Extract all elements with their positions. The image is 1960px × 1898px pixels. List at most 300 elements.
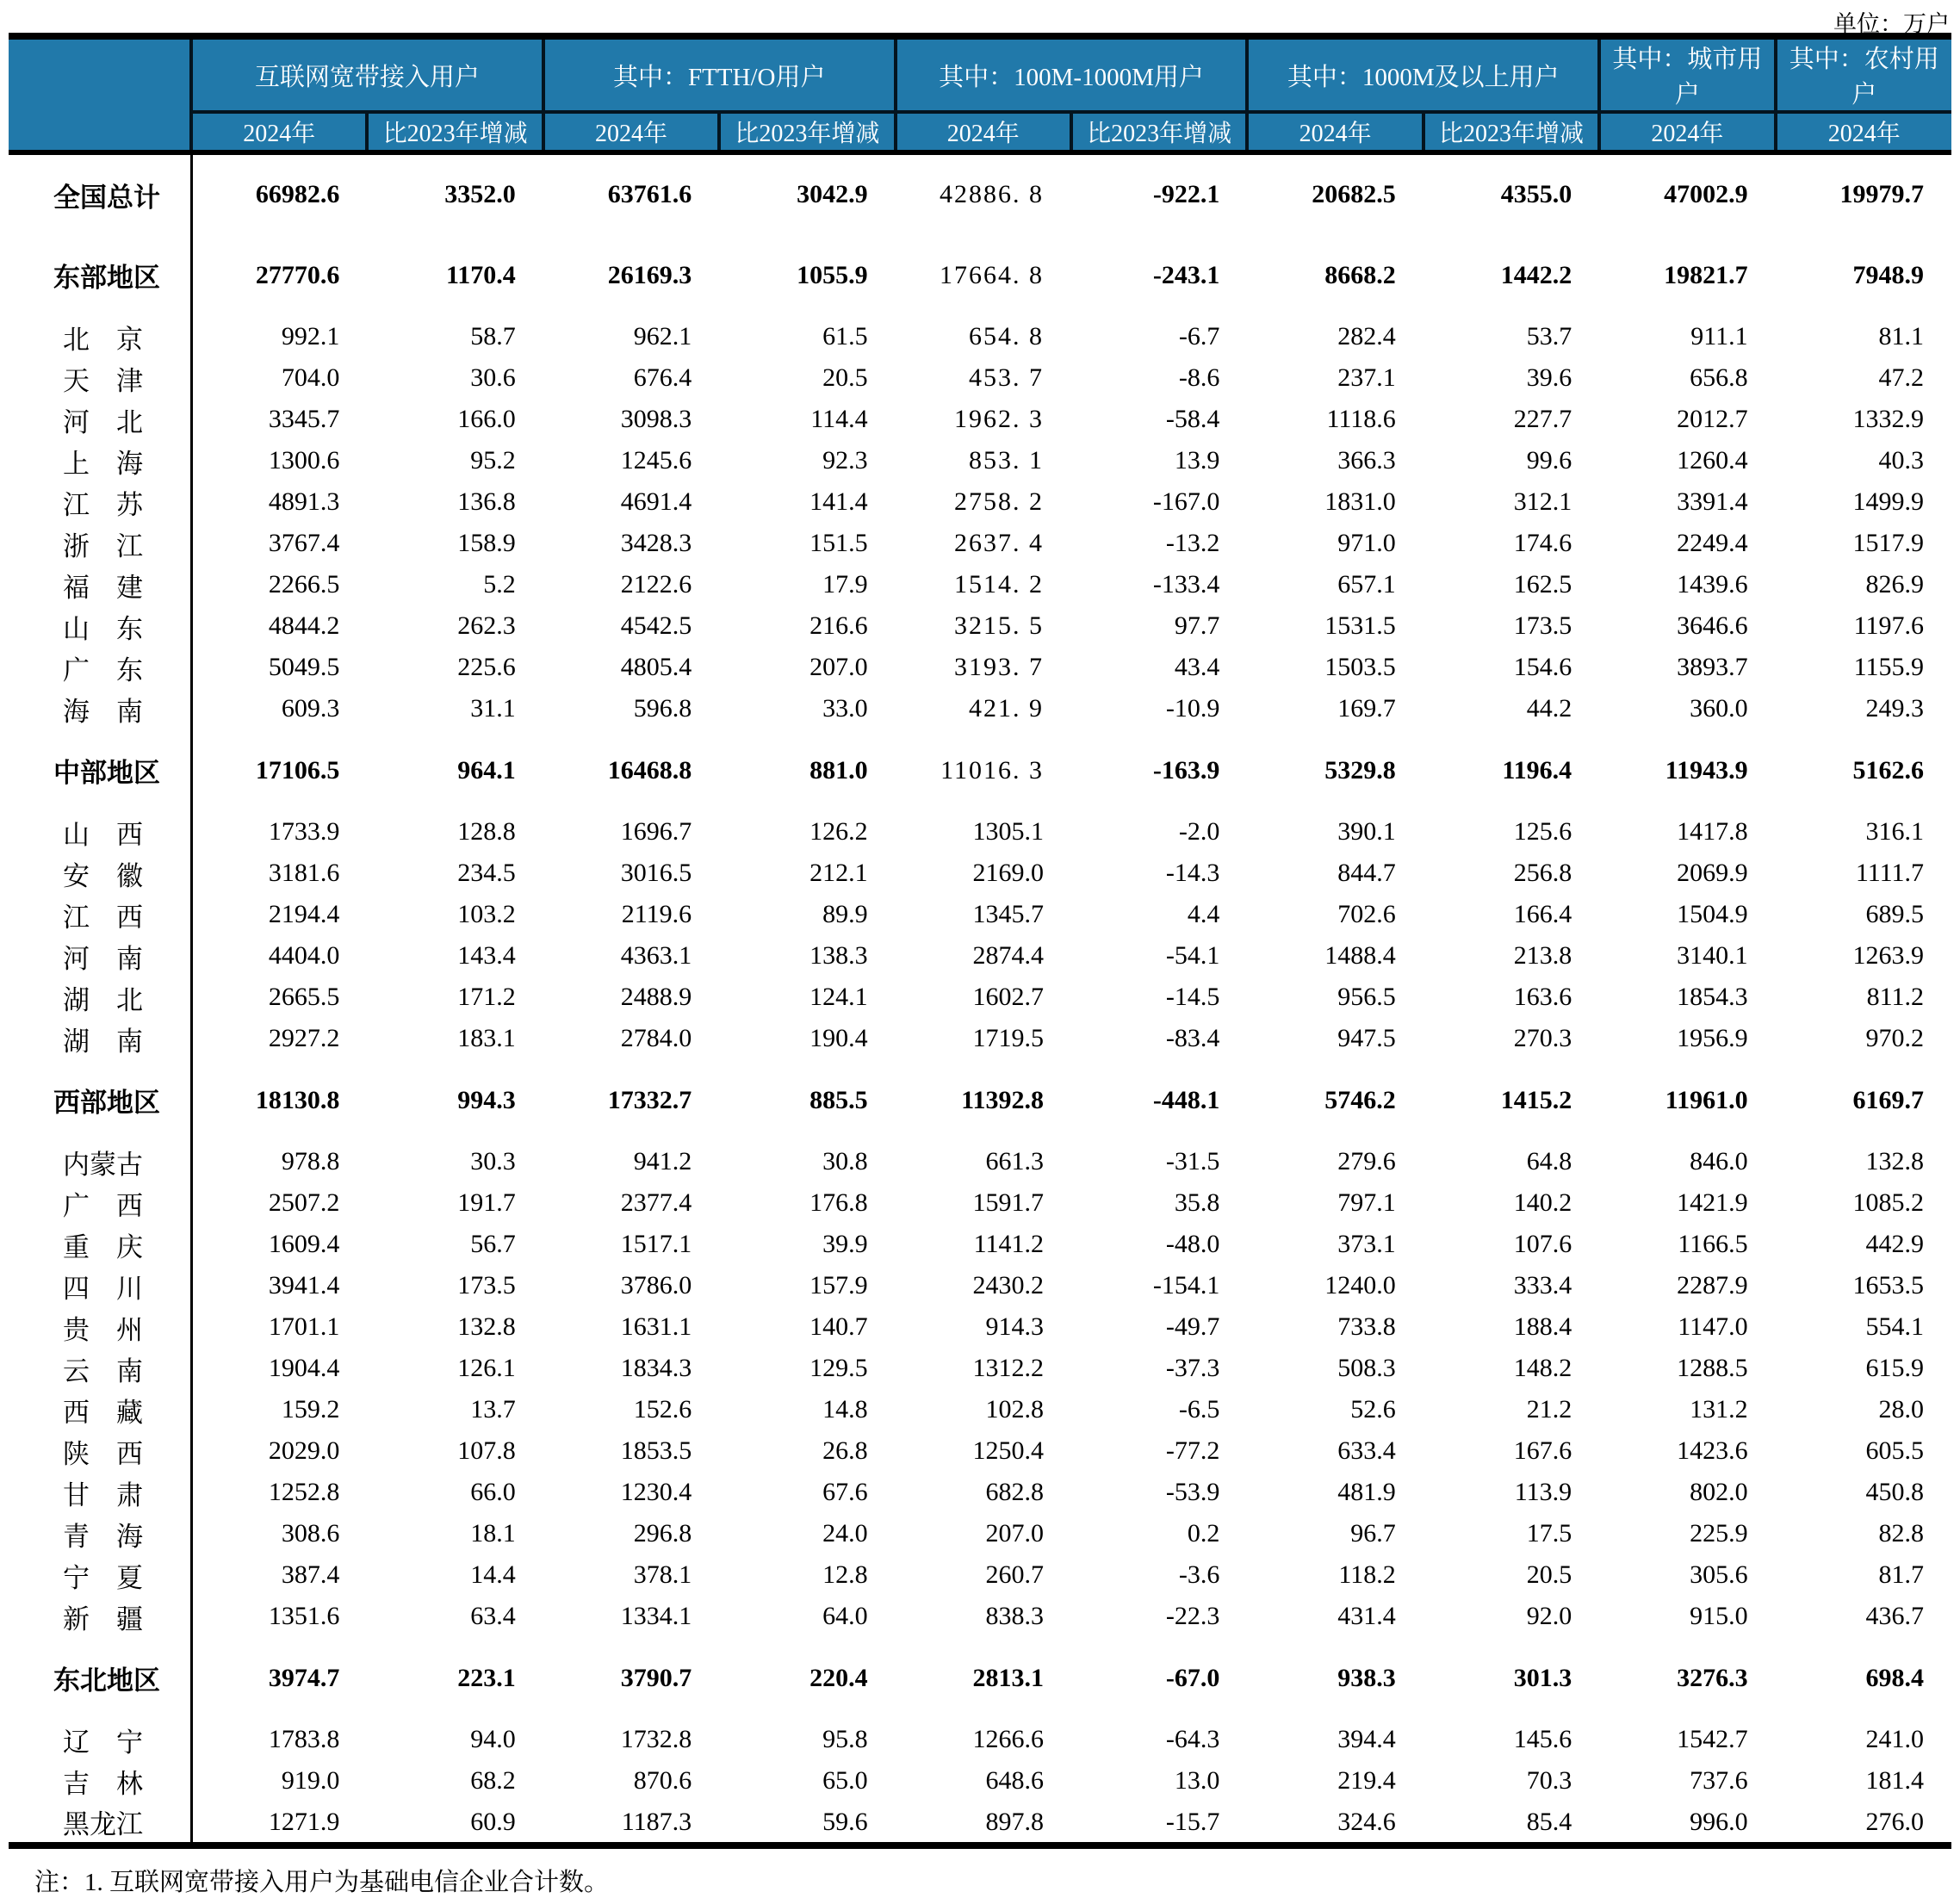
value-cell: 67.6 (822, 1478, 868, 1506)
value-cell: 1733.9 (268, 817, 340, 846)
value-cell: -13.2 (1165, 529, 1220, 557)
table-row (9, 1265, 1951, 1306)
value-cell: 1831.0 (1324, 487, 1396, 516)
value-cell: 1141.2 (973, 1230, 1044, 1258)
value-cell: 1517.9 (1852, 529, 1924, 557)
table-row (9, 1472, 1951, 1513)
value-cell: 188.4 (1513, 1312, 1572, 1341)
value-cell: 919.0 (281, 1766, 340, 1795)
value-cell: -15.7 (1165, 1807, 1220, 1836)
value-cell: -67.0 (1165, 1663, 1220, 1692)
value-cell: 5049.5 (268, 653, 340, 681)
value-cell: 3941.4 (268, 1271, 340, 1299)
value-cell: 1701.1 (268, 1312, 340, 1341)
region-label: 海 南 (9, 688, 191, 729)
value-cell: 676.4 (633, 363, 692, 392)
value-cell: 2029.0 (268, 1436, 340, 1465)
table-row (9, 440, 1951, 481)
value-cell: -14.5 (1165, 983, 1220, 1011)
value-cell: 1166.5 (1678, 1230, 1748, 1258)
value-cell: 373.1 (1337, 1230, 1396, 1258)
table-header (9, 36, 1951, 152)
value-cell: 173.5 (457, 1271, 516, 1299)
region-label: 湖 北 (9, 977, 191, 1018)
value-cell: 733.8 (1337, 1312, 1396, 1341)
value-cell: -154.1 (1152, 1271, 1220, 1299)
value-cell: 682.8 (985, 1478, 1044, 1506)
value-cell: 24.0 (822, 1519, 868, 1548)
value-cell: 1230.4 (620, 1478, 692, 1506)
region-label: 内蒙古 (9, 1141, 191, 1182)
value-cell: 1305.1 (972, 817, 1044, 846)
value-cell: 4691.4 (620, 487, 692, 516)
value-cell: 970.2 (1865, 1024, 1924, 1052)
value-cell: 615.9 (1865, 1354, 1924, 1382)
value-cell: 971.0 (1337, 529, 1396, 557)
column-group-header: 其中：100M-1000M用户 (896, 36, 1248, 112)
value-cell: 870.6 (633, 1766, 692, 1795)
value-cell: 1609.4 (268, 1230, 340, 1258)
value-cell: 2119.6 (621, 900, 692, 928)
value-cell: 124.1 (809, 983, 868, 1011)
value-cell: 13.0 (1174, 1766, 1220, 1795)
value-cell: 131.2 (1690, 1395, 1748, 1424)
value-cell: 1415.2 (1500, 1085, 1572, 1114)
value-cell: 11016. 3 (940, 755, 1044, 785)
region-label: 陕 西 (9, 1430, 191, 1472)
value-cell: 64.0 (822, 1602, 868, 1630)
value-cell: 225.6 (457, 653, 516, 681)
value-cell: 1602.7 (972, 983, 1044, 1011)
value-cell: 219.4 (1337, 1766, 1396, 1795)
value-cell: 212.1 (809, 859, 868, 887)
table-row (9, 688, 1951, 729)
value-cell: 30.3 (470, 1147, 516, 1175)
value-cell: 1147.0 (1678, 1312, 1748, 1341)
value-cell: 2488.9 (620, 983, 692, 1011)
value-cell: 43.4 (1174, 653, 1220, 681)
value-cell: 158.9 (457, 529, 516, 557)
value-cell: 17.9 (822, 570, 868, 599)
table-corner-cell (9, 36, 191, 152)
value-cell: 1488.4 (1324, 941, 1396, 970)
value-cell: 14.4 (470, 1560, 516, 1589)
value-cell: 118.2 (1338, 1560, 1396, 1589)
value-cell: 1719.5 (972, 1024, 1044, 1052)
value-cell: 20682.5 (1312, 180, 1396, 208)
table-row (9, 234, 1951, 316)
value-cell: -448.1 (1152, 1085, 1220, 1114)
value-cell: -64.3 (1165, 1725, 1220, 1753)
value-cell: -167.0 (1152, 487, 1220, 516)
value-cell: 978.8 (281, 1147, 340, 1175)
value-cell: 70.3 (1526, 1766, 1572, 1795)
table-row (9, 1182, 1951, 1224)
value-cell: 305.6 (1690, 1560, 1748, 1589)
value-cell: 126.2 (809, 817, 868, 846)
value-cell: 270.3 (1513, 1024, 1572, 1052)
value-cell: 737.6 (1690, 1766, 1748, 1795)
value-cell: 453. 7 (968, 363, 1044, 392)
value-cell: 6169.7 (1852, 1085, 1924, 1114)
value-cell: -31.5 (1165, 1147, 1220, 1175)
value-cell: -53.9 (1165, 1478, 1220, 1506)
value-cell: 140.2 (1513, 1188, 1572, 1217)
value-cell: 4355.0 (1500, 180, 1572, 208)
value-cell: 94.0 (470, 1725, 516, 1753)
value-cell: 3193. 7 (953, 653, 1044, 681)
value-cell: 256.8 (1513, 859, 1572, 887)
broadband-users-table (9, 33, 1951, 1849)
region-label: 新 疆 (9, 1596, 191, 1637)
value-cell: 3215. 5 (953, 611, 1044, 640)
value-cell: 152.6 (633, 1395, 692, 1424)
value-cell: 1197.6 (1853, 611, 1924, 640)
table-row (9, 481, 1951, 523)
value-cell: 63.4 (470, 1602, 516, 1630)
value-cell: 436.7 (1865, 1602, 1924, 1630)
value-cell: 442.9 (1865, 1230, 1924, 1258)
value-cell: 53.7 (1526, 322, 1572, 350)
value-cell: 1170.4 (445, 260, 516, 289)
value-cell: 1531.5 (1324, 611, 1396, 640)
value-cell: 1187.3 (621, 1807, 692, 1836)
column-subheader: 2024年 (896, 112, 1071, 152)
value-cell: 661.3 (985, 1147, 1044, 1175)
value-cell: 1196.4 (1502, 755, 1572, 785)
value-cell: 276.0 (1865, 1807, 1924, 1836)
region-label: 东北地区 (9, 1637, 191, 1719)
value-cell: 59.6 (822, 1807, 868, 1836)
value-cell: 2194.4 (268, 900, 340, 928)
table-row (9, 853, 1951, 894)
value-cell: 96.7 (1350, 1519, 1396, 1548)
value-cell: 938.3 (1337, 1663, 1396, 1692)
value-cell: 1345.7 (972, 900, 1044, 928)
value-cell: 3646.6 (1677, 611, 1748, 640)
value-cell: 125.6 (1513, 817, 1572, 846)
value-cell: 1300.6 (268, 446, 340, 474)
value-cell: 333.4 (1513, 1271, 1572, 1299)
value-cell: 176.8 (809, 1188, 868, 1217)
value-cell: 962.1 (633, 322, 692, 350)
value-cell: -54.1 (1165, 941, 1220, 970)
value-cell: 30.8 (822, 1147, 868, 1175)
value-cell: 1423.6 (1677, 1436, 1748, 1465)
value-cell: -37.3 (1165, 1354, 1220, 1382)
value-cell: 844.7 (1337, 859, 1396, 887)
value-cell: 1503.5 (1324, 653, 1396, 681)
value-cell: 1696.7 (620, 817, 692, 846)
value-cell: 1118.6 (1326, 405, 1396, 433)
region-label: 浙 江 (9, 523, 191, 564)
value-cell: 141.4 (809, 487, 868, 516)
value-cell: 2758. 2 (953, 487, 1044, 516)
value-cell: 596.8 (633, 694, 692, 723)
value-cell: 17106.5 (255, 755, 340, 785)
value-cell: 3042.9 (797, 180, 868, 208)
value-cell: 68.2 (470, 1766, 516, 1795)
value-cell: 173.5 (1513, 611, 1572, 640)
value-cell: 2784.0 (620, 1024, 692, 1052)
column-group-header: 其中：FTTH/O用户 (543, 36, 896, 112)
value-cell: 3790.7 (620, 1663, 692, 1692)
value-cell: 1260.4 (1677, 446, 1748, 474)
value-cell: 2069.9 (1677, 859, 1748, 887)
value-cell: 26169.3 (607, 260, 692, 289)
value-cell: 3893.7 (1677, 653, 1748, 681)
footnote: 注：1. 互联网宽带接入用户为基础电信企业合计数。 (34, 1869, 610, 1896)
value-cell: 704.0 (281, 363, 340, 392)
value-cell: 44.2 (1526, 694, 1572, 723)
column-subheader: 2024年 (543, 112, 719, 152)
column-subheader: 比2023年增减 (1071, 112, 1247, 152)
value-cell: 2169.0 (972, 859, 1044, 887)
unit-label: 单位：万户 (1833, 11, 1950, 37)
value-cell: 114.4 (810, 405, 868, 433)
value-cell: 13.9 (1174, 446, 1220, 474)
region-label: 全国总计 (9, 152, 191, 234)
value-cell: 82.8 (1878, 1519, 1924, 1548)
value-cell: 366.3 (1337, 446, 1396, 474)
table-row (9, 1224, 1951, 1265)
value-cell: 5162.6 (1852, 755, 1924, 785)
value-cell: 301.3 (1513, 1663, 1572, 1692)
column-subheader: 比2023年增减 (1423, 112, 1599, 152)
value-cell: 61.5 (822, 322, 868, 350)
value-cell: 12.8 (822, 1560, 868, 1589)
value-cell: 3276.3 (1677, 1663, 1748, 1692)
value-cell: 282.4 (1337, 322, 1396, 350)
value-cell: -49.7 (1165, 1312, 1220, 1341)
region-label: 辽 宁 (9, 1719, 191, 1760)
value-cell: -6.7 (1178, 322, 1220, 350)
value-cell: 20.5 (1526, 1560, 1572, 1589)
column-subheader: 2024年 (191, 112, 367, 152)
value-cell: -243.1 (1152, 260, 1220, 289)
table-row (9, 1430, 1951, 1472)
value-cell: 85.4 (1526, 1807, 1572, 1836)
value-cell: 1250.4 (972, 1436, 1044, 1465)
value-cell: 140.7 (809, 1312, 868, 1341)
value-cell: 128.8 (457, 817, 516, 846)
value-cell: 26.8 (822, 1436, 868, 1465)
value-cell: 1962. 3 (953, 405, 1044, 433)
value-cell: 885.5 (809, 1085, 868, 1114)
value-cell: 1514. 2 (953, 570, 1044, 599)
value-cell: 16468.8 (607, 755, 692, 785)
value-cell: 157.9 (809, 1271, 868, 1299)
value-cell: 554.1 (1865, 1312, 1924, 1341)
value-cell: 63761.6 (607, 180, 692, 208)
value-cell: 2266.5 (268, 570, 340, 599)
value-cell: 33.0 (822, 694, 868, 723)
value-cell: 3098.3 (620, 405, 692, 433)
table-row (9, 605, 1951, 647)
value-cell: 702.6 (1337, 900, 1396, 928)
value-cell: 171.2 (457, 983, 516, 1011)
value-cell: 166.4 (1513, 900, 1572, 928)
value-cell: 914.3 (985, 1312, 1044, 1341)
region-label: 江 苏 (9, 481, 191, 523)
region-label: 广 东 (9, 647, 191, 688)
value-cell: -163.9 (1152, 755, 1220, 785)
value-cell: 190.4 (809, 1024, 868, 1052)
value-cell: 181.4 (1865, 1766, 1924, 1795)
value-cell: 7948.9 (1852, 260, 1924, 289)
value-cell: 2874.4 (972, 941, 1044, 970)
value-cell: 89.9 (822, 900, 868, 928)
region-label: 贵 州 (9, 1306, 191, 1348)
value-cell: 797.1 (1337, 1188, 1396, 1217)
value-cell: 3428.3 (620, 529, 692, 557)
value-cell: 1271.9 (268, 1807, 340, 1836)
column-subheader: 2024年 (1599, 112, 1775, 152)
value-cell: 225.9 (1690, 1519, 1748, 1548)
value-cell: 13.7 (470, 1395, 516, 1424)
column-group-header: 其中：1000M及以上用户 (1247, 36, 1599, 112)
value-cell: 52.6 (1350, 1395, 1396, 1424)
region-label: 中部地区 (9, 729, 191, 811)
value-cell: 95.8 (822, 1725, 868, 1753)
value-cell: 27770.6 (255, 260, 340, 289)
value-cell: 237.1 (1337, 363, 1396, 392)
table-row (9, 977, 1951, 1018)
table-row (9, 1760, 1951, 1802)
value-cell: 1332.9 (1852, 405, 1924, 433)
value-cell: -6.5 (1178, 1395, 1220, 1424)
value-cell: 360.0 (1690, 694, 1748, 723)
value-cell: 3016.5 (620, 859, 692, 887)
value-cell: 191.7 (457, 1188, 516, 1217)
value-cell: 994.3 (457, 1085, 516, 1114)
value-cell: 65.0 (822, 1766, 868, 1795)
value-cell: 481.9 (1337, 1478, 1396, 1506)
value-cell: 126.1 (457, 1354, 516, 1382)
value-cell: 1439.6 (1677, 570, 1748, 599)
table-row (9, 316, 1951, 357)
value-cell: 656.8 (1690, 363, 1748, 392)
region-label: 重 庆 (9, 1224, 191, 1265)
value-cell: -58.4 (1165, 405, 1220, 433)
value-cell: 609.3 (281, 694, 340, 723)
value-cell: 1834.3 (620, 1354, 692, 1382)
value-cell: 207.0 (809, 653, 868, 681)
value-cell: -83.4 (1165, 1024, 1220, 1052)
value-cell: 1542.7 (1677, 1725, 1748, 1753)
value-cell: 166.0 (457, 405, 516, 433)
value-cell: 964.1 (457, 755, 516, 785)
value-cell: 4.4 (1187, 900, 1220, 928)
value-cell: 1504.9 (1677, 900, 1748, 928)
value-cell: 1351.6 (268, 1602, 340, 1630)
value-cell: -133.4 (1152, 570, 1220, 599)
table-row (9, 647, 1951, 688)
table-row (9, 729, 1951, 811)
value-cell: 1334.1 (620, 1602, 692, 1630)
value-cell: 103.2 (457, 900, 516, 928)
value-cell: 316.1 (1865, 817, 1924, 846)
value-cell: 31.1 (470, 694, 516, 723)
value-cell: 1111.7 (1855, 859, 1924, 887)
value-cell: 1240.0 (1324, 1271, 1396, 1299)
column-group-header: 其中：城市用户 (1599, 36, 1775, 112)
value-cell: 162.5 (1513, 570, 1572, 599)
table-row (9, 357, 1951, 399)
value-cell: 18.1 (470, 1519, 516, 1548)
value-cell: 107.6 (1513, 1230, 1572, 1258)
table-body (9, 152, 1951, 1845)
value-cell: 95.2 (470, 446, 516, 474)
value-cell: 1904.4 (268, 1354, 340, 1382)
value-cell: 18130.8 (255, 1085, 340, 1114)
value-cell: 260.7 (985, 1560, 1044, 1589)
region-label: 东部地区 (9, 234, 191, 316)
table-row (9, 1637, 1951, 1719)
value-cell: 132.8 (1865, 1147, 1924, 1175)
region-label: 吉 林 (9, 1760, 191, 1802)
region-label: 河 北 (9, 399, 191, 440)
value-cell: 39.9 (822, 1230, 868, 1258)
column-group-header: 其中：农村用户 (1776, 36, 1951, 112)
value-cell: 911.1 (1690, 322, 1748, 350)
value-cell: 1417.8 (1677, 817, 1748, 846)
value-cell: 1653.5 (1852, 1271, 1924, 1299)
value-cell: 3767.4 (268, 529, 340, 557)
table-row (9, 1389, 1951, 1430)
value-cell: 4891.3 (268, 487, 340, 516)
value-cell: 92.0 (1526, 1602, 1572, 1630)
value-cell: 143.4 (457, 941, 516, 970)
value-cell: 227.7 (1513, 405, 1572, 433)
value-cell: 19821.7 (1664, 260, 1748, 289)
value-cell: 2012.7 (1677, 405, 1748, 433)
value-cell: 3345.7 (268, 405, 340, 433)
value-cell: 40.3 (1878, 446, 1924, 474)
value-cell: 216.6 (809, 611, 868, 640)
value-cell: 2122.6 (620, 570, 692, 599)
value-cell: 2430.2 (972, 1271, 1044, 1299)
value-cell: 689.5 (1865, 900, 1924, 928)
column-subheader: 比2023年增减 (719, 112, 895, 152)
region-label: 天 津 (9, 357, 191, 399)
value-cell: 66.0 (470, 1478, 516, 1506)
region-label: 西 藏 (9, 1389, 191, 1430)
value-cell: 207.0 (985, 1519, 1044, 1548)
value-cell: -48.0 (1165, 1230, 1220, 1258)
value-cell: 17332.7 (607, 1085, 692, 1114)
value-cell: 947.5 (1337, 1024, 1396, 1052)
value-cell: 5746.2 (1324, 1085, 1396, 1114)
value-cell: 35.8 (1174, 1188, 1220, 1217)
value-cell: 113.9 (1514, 1478, 1572, 1506)
table-row (9, 399, 1951, 440)
table-row (9, 1802, 1951, 1845)
value-cell: 17.5 (1526, 1519, 1572, 1548)
value-cell: 3140.1 (1677, 941, 1748, 970)
table-row (9, 564, 1951, 605)
value-cell: 633.4 (1337, 1436, 1396, 1465)
value-cell: 1854.3 (1677, 983, 1748, 1011)
value-cell: 1421.9 (1677, 1188, 1748, 1217)
value-cell: 56.7 (470, 1230, 516, 1258)
value-cell: 249.3 (1865, 694, 1924, 723)
region-label: 甘 肃 (9, 1472, 191, 1513)
region-label: 福 建 (9, 564, 191, 605)
table-row (9, 152, 1951, 234)
region-label: 黑龙江 (9, 1802, 191, 1845)
value-cell: 1288.5 (1677, 1354, 1748, 1382)
